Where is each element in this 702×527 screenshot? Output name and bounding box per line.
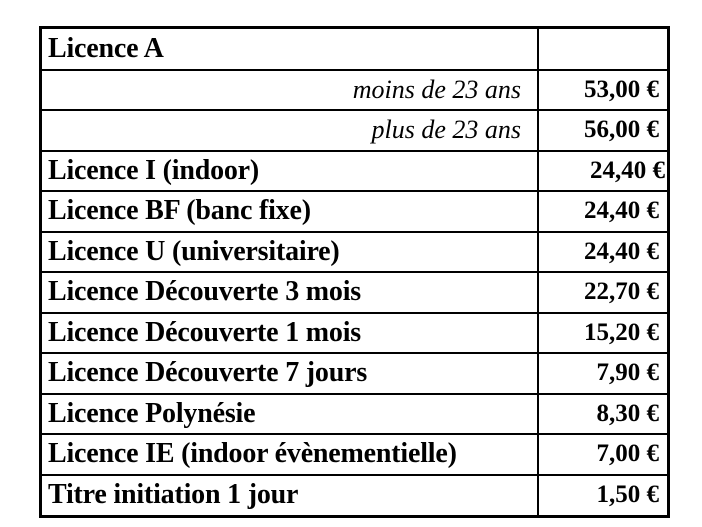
license-price: 24,40 € xyxy=(538,232,667,273)
license-label: Licence BF (banc fixe) xyxy=(42,191,538,232)
table-row xyxy=(42,191,667,232)
license-label: Licence I (indoor) xyxy=(42,151,538,192)
license-price: 53,00 € xyxy=(538,70,667,111)
table-row xyxy=(42,70,667,111)
price-table-frame xyxy=(39,26,670,518)
license-price: 7,00 € xyxy=(538,434,667,475)
license-price: 7,90 € xyxy=(538,353,667,394)
license-label: Licence A xyxy=(42,29,538,70)
license-label: Licence IE (indoor évènementielle) xyxy=(42,434,538,475)
license-price: 56,00 € xyxy=(538,110,667,151)
license-label: Licence U (universitaire) xyxy=(42,232,538,273)
license-price: 24,40 € xyxy=(538,191,667,232)
license-price-table xyxy=(42,29,667,515)
table-row xyxy=(42,353,667,394)
license-price: 22,70 € xyxy=(538,272,667,313)
license-price xyxy=(538,29,667,70)
license-price: 15,20 € xyxy=(538,313,667,354)
license-label: Licence Découverte 3 mois xyxy=(42,272,538,313)
table-row xyxy=(42,394,667,435)
license-price: 24,40 € xyxy=(538,151,667,192)
table-row xyxy=(42,272,667,313)
table-row xyxy=(42,110,667,151)
license-label: Titre initiation 1 jour xyxy=(42,475,538,516)
table-row xyxy=(42,151,667,192)
age-category-label: moins de 23 ans xyxy=(42,70,538,111)
table-row xyxy=(42,434,667,475)
license-price: 1,50 € xyxy=(538,475,667,516)
age-category-label: plus de 23 ans xyxy=(42,110,538,151)
license-price: 8,30 € xyxy=(538,394,667,435)
table-row xyxy=(42,475,667,516)
license-label: Licence Découverte 1 mois xyxy=(42,313,538,354)
license-label: Licence Polynésie xyxy=(42,394,538,435)
license-label: Licence Découverte 7 jours xyxy=(42,353,538,394)
table-row xyxy=(42,29,667,70)
table-row xyxy=(42,313,667,354)
table-row xyxy=(42,232,667,273)
